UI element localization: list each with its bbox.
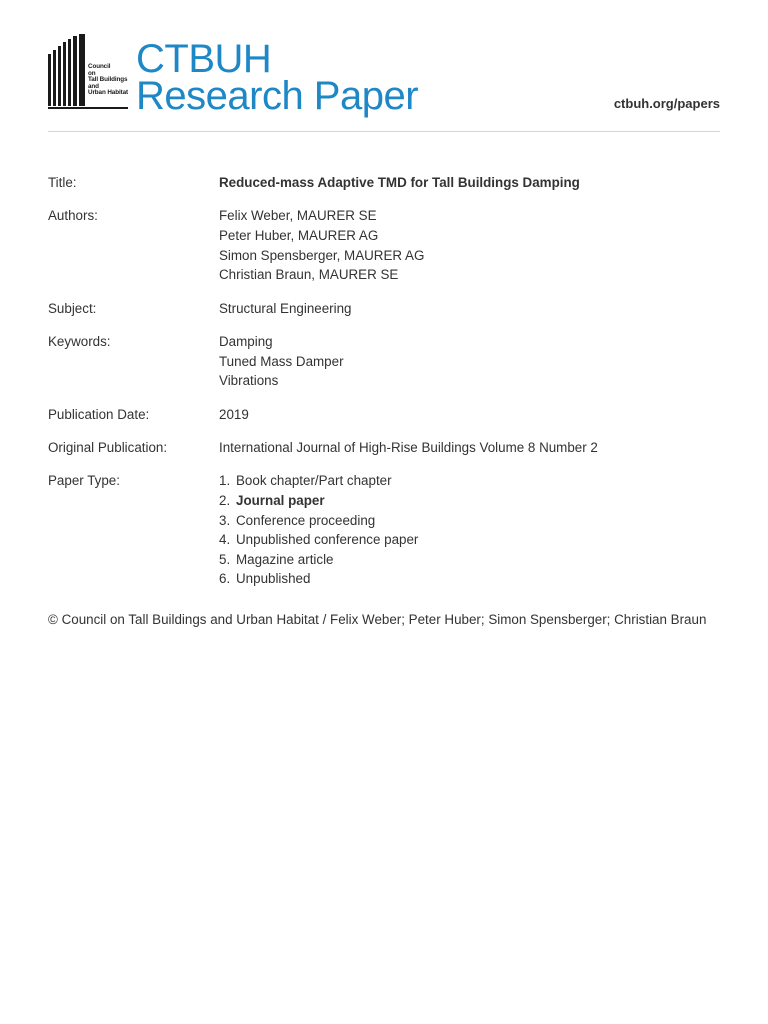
papertype-item (219, 569, 720, 589)
author-item: Simon Spensberger, MAURER AG (219, 247, 425, 263)
subject-label: Subject: (48, 300, 97, 316)
logo-org-name (88, 64, 128, 97)
header (48, 34, 720, 118)
authors-label: Authors: (48, 208, 98, 224)
paper-metadata (48, 173, 720, 603)
author-item: Peter Huber, MAURER AG (219, 227, 379, 243)
papertype-label-text: Unpublished (236, 571, 311, 587)
papertype-item (219, 511, 720, 531)
author-item: Felix Weber, MAURER SE (219, 208, 377, 224)
keyword-item: Damping (219, 333, 273, 349)
papertype-list-wrap (219, 471, 720, 589)
logo-line: Urban Habitat (88, 89, 128, 97)
pubdate-value: 2019 (219, 406, 249, 422)
papertype-item (219, 471, 720, 491)
title-row (48, 173, 720, 193)
keyword-item: Tuned Mass Damper (219, 353, 344, 369)
keywords-row (48, 332, 720, 391)
papertype-label-text: Book chapter/Part chapter (236, 473, 392, 489)
subject-row (48, 299, 720, 319)
origpub-value: International Journal of High-Rise Buildings Volume 8 Number 2 (219, 439, 598, 455)
papertype-label: Paper Type: (48, 473, 120, 489)
site-link[interactable]: ctbuh.org/papers (613, 96, 720, 111)
papertype-number: 1. (219, 473, 231, 489)
title-label: Title: (48, 175, 77, 190)
origpub-label: Original Publication: (48, 439, 168, 455)
brand-title: CTBUH (136, 37, 272, 81)
papertype-number: 5. (219, 551, 231, 567)
papertype-item-selected (219, 491, 720, 511)
header-divider (48, 131, 720, 132)
copyright-notice: © Council on Tall Buildings and Urban Habitat / Felix Weber; Peter Huber; Simon Spensberger; Christian Braun (48, 612, 707, 627)
papertype-label-text: Journal paper (236, 492, 325, 508)
papertype-number: 4. (219, 532, 231, 548)
keywords-label: Keywords: (48, 333, 111, 349)
papertype-item (219, 550, 720, 570)
authors-list (219, 206, 720, 284)
authors-row (48, 206, 720, 284)
logo-line: Tall Buildings (88, 76, 128, 84)
papertype-item (219, 530, 720, 550)
subject-value: Structural Engineering (219, 300, 352, 316)
author-item: Christian Braun, MAURER SE (219, 267, 399, 283)
logo-line: and (88, 82, 99, 90)
pubdate-label: Publication Date: (48, 406, 150, 422)
logo-line: Council (88, 63, 111, 70)
keyword-item: Vibrations (219, 373, 279, 389)
papertype-number: 2. (219, 492, 231, 508)
papertype-number: 3. (219, 512, 231, 528)
paper-title: Reduced-mass Adaptive TMD for Tall Buildings Damping (219, 175, 580, 190)
keywords-list (219, 332, 720, 391)
papertype-label-text: Magazine article (236, 551, 334, 567)
pubdate-row (48, 405, 720, 425)
logo-line: on (88, 69, 96, 77)
brand-subtitle: Research Paper (136, 74, 419, 118)
origpub-row (48, 438, 720, 458)
papertype-row (48, 471, 720, 589)
papertype-list (219, 471, 720, 589)
papertype-label-text: Unpublished conference paper (236, 532, 419, 548)
papertype-number: 6. (219, 571, 231, 587)
papertype-label-text: Conference proceeding (236, 512, 376, 528)
